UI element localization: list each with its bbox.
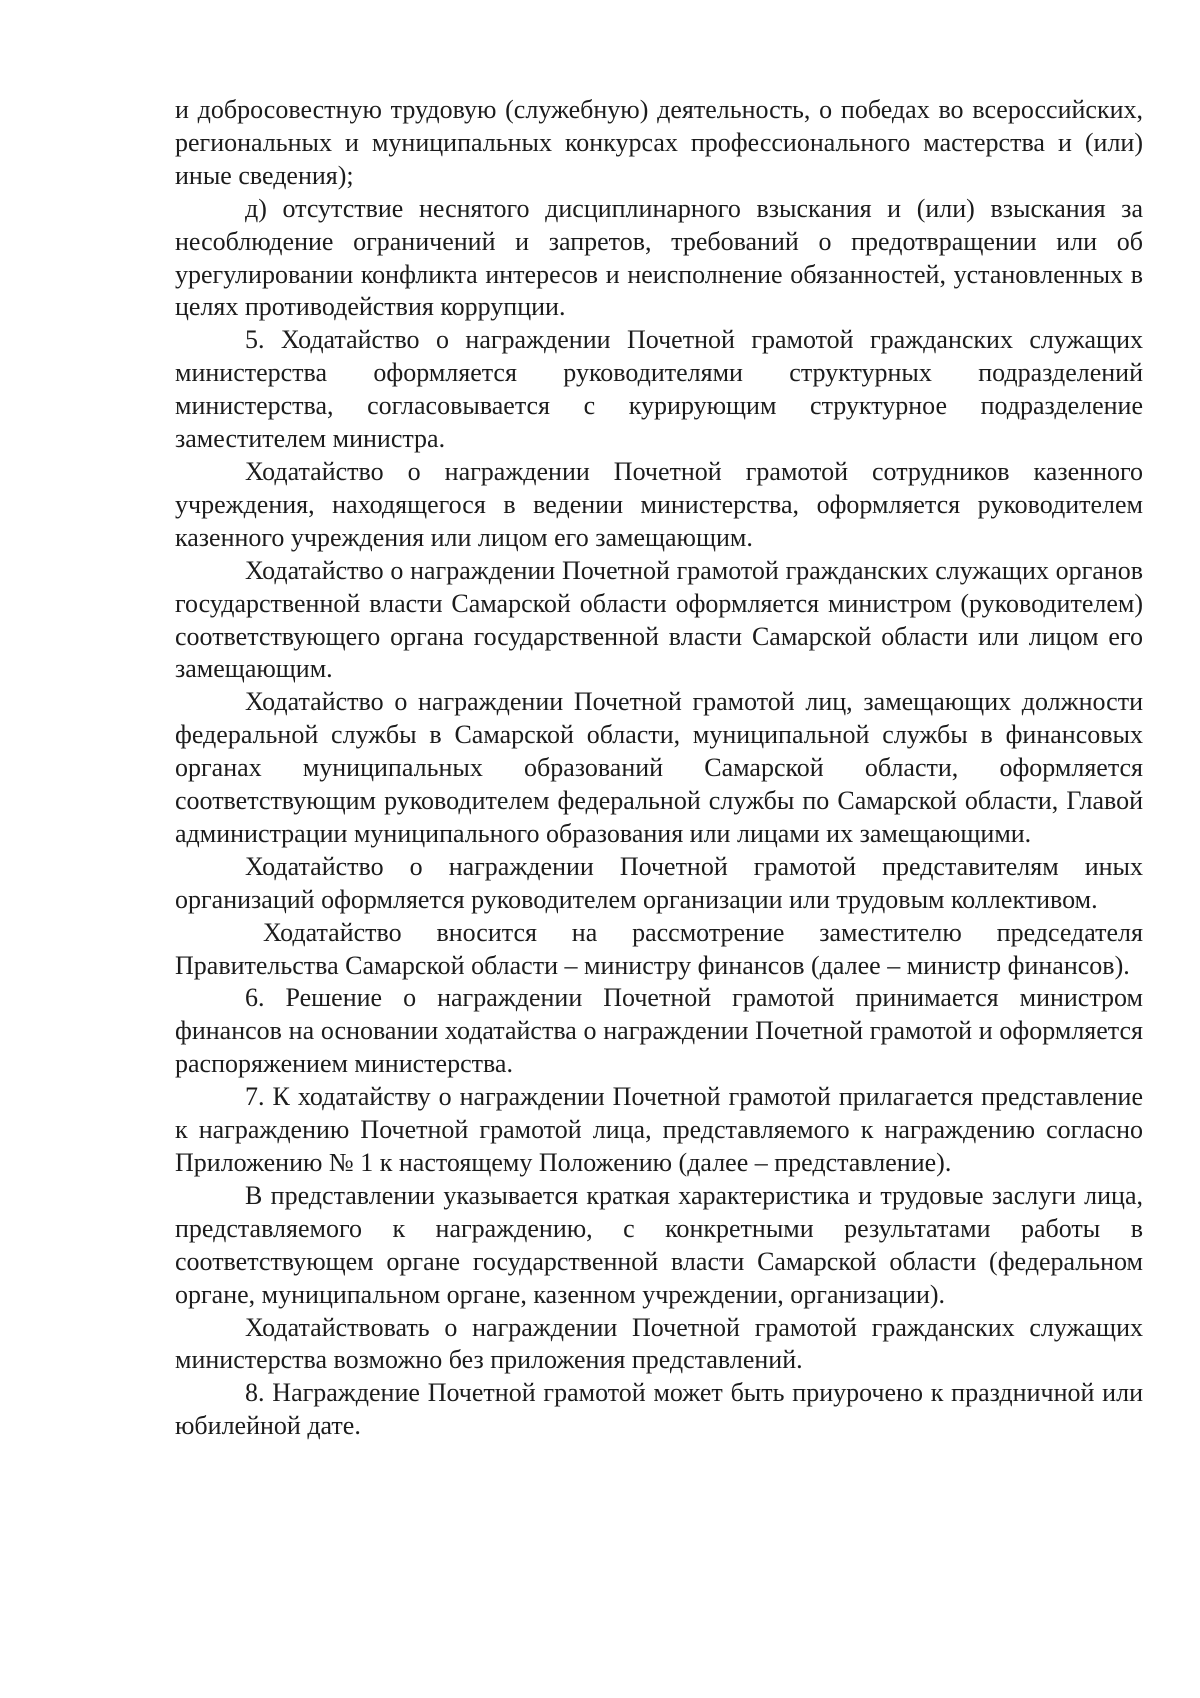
paragraph-clause-6: 6. Решение о награждении Почетной грамотой принимается министром финансов на основании ходатайства о награждении Почетной грамотой и оформляется распоряжением министерства. [175,983,1143,1079]
paragraph-bez-predstavleniy: Ходатайствовать о награждении Почетной грамотой гражданских служащих министерства возможно без приложения представлений. [175,1312,1143,1375]
paragraph-clause-7: 7. К ходатайству о награждении Почетной грамотой прилагается представление к награждению Почетной грамотой лица, представляемого к награждению согласно Приложению № 1 к настоящему Положению (далее – представление). [175,1082,1143,1177]
paragraph-clause-5: 5. Ходатайство о награждении Почетной грамотой гражданских служащих министерства оформляется руководителями структурных подразделений министерства, согласовывается с курирующим структурное подразделение заместителем министра. [175,325,1143,454]
document-body [175,94,1143,1443]
paragraph-federalnaya-sluzhba: Ходатайство о награждении Почетной грамотой лиц, замещающих должности федеральной службы в Самарской области, муниципальной службы в финансовых органах муниципальных образований Самарской области, оформляется соответствующим руководителем федеральной службы по Самарской области, Главой администрации муниципального образования или лицами их замещающими. [175,687,1143,848]
paragraph-clause-8: 8. Награждение Почетной грамотой может быть приурочено к праздничной или юбилейной дате. [175,1378,1143,1441]
paragraph-organy-vlasti: Ходатайство о награждении Почетной грамотой гражданских служащих органов государственной власти Самарской области оформляется министром (руководителем) соответствующего органа государственной власти Самарской области или лицом его замещающим. [175,555,1143,684]
paragraph-inye-organizatsii: Ходатайство о награждении Почетной грамотой представителям иных организаций оформляется руководителем организации или трудовым коллективом. [175,851,1143,914]
paragraph-kazennoe-uchrezhdenie: Ходатайство о награждении Почетной грамотой сотрудников казенного учреждения, находящегося в ведении министерства, оформляется руководителем казенного учреждения или лицом его замещающим. [175,456,1143,552]
paragraph-predstavlenie: В представлении указывается краткая характеристика и трудовые заслуги лица, представляемого к награждению, с конкретными результатами работы в соответствующем органе государственной власти Самарской области (федеральном органе, муниципальном органе, казенном учреждении, организации). [175,1180,1143,1309]
paragraph-item-d: д) отсутствие неснятого дисциплинарного взыскания и (или) взыскания за несоблюдение ограничений и запретов, требований о предотвращении или об урегулировании конфликта интересов и неисполнение обязанностей, установленных в целях противодействия коррупции. [175,193,1143,322]
paragraph-continuation: и добросовестную трудовую (служебную) деятельность, о победах во всероссийских, региональных и муниципальных конкурсах профессионального мастерства и (или) иные сведения); [175,95,1143,190]
paragraph-vnositsya: Ходатайство вносится на рассмотрение заместителю председателя Правительства Самарской области – министру финансов (далее – министр финансов). [175,917,1143,980]
